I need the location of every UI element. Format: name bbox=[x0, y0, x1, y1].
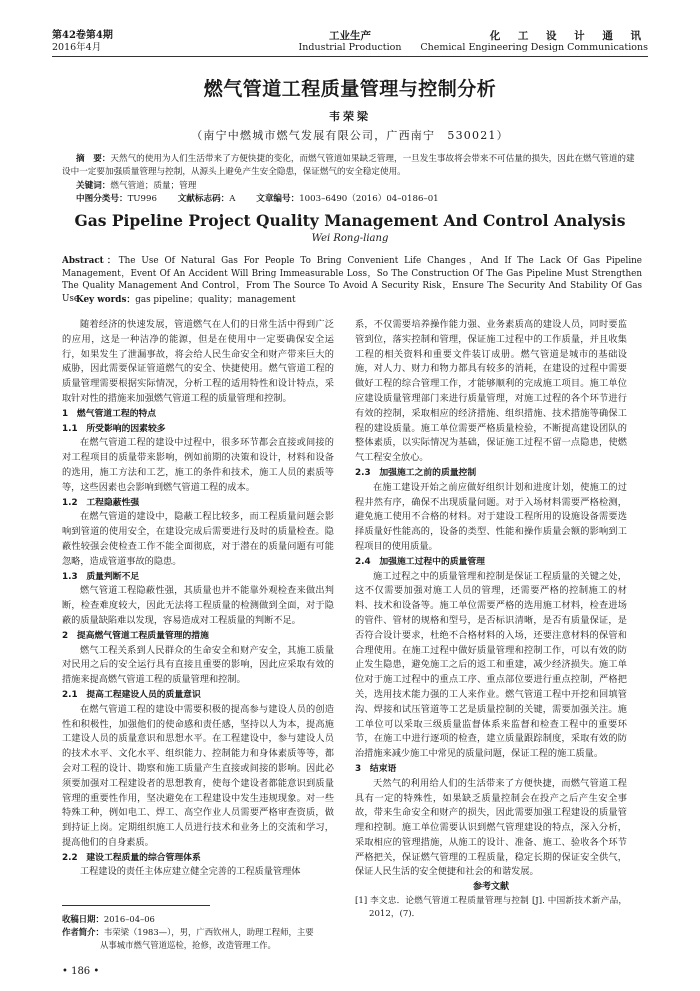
section-1-1-heading: 1.1 所受影响的因素较多 bbox=[62, 423, 166, 434]
section-3-paragraph: 天然气的利用给人们的生活带来了方便快捷，而燃气管道工程具有一定的特殊性，如果缺乏质量控制会在投产之后产生安全事故，带来生命安全和财产的损失，因此需要加强工程建设的质量管理和控制。施工单位需要认识到燃气管理建设的特点，深入分析，采取相应的管理措施，从施工的设计、准备、施工、验收各个环节严格把关，保证燃气管理的工程质量，稳定长期的保证安全供气，保证人民生活的安全便捷和社会的和谐发展。 bbox=[355, 777, 627, 878]
issue-date: 2016年4月 bbox=[52, 42, 102, 53]
reference-1: [1] 李文忠．论燃气管道工程质量管理与控制 [J]. 中国新技术新产品，2012，(7)． bbox=[355, 896, 627, 920]
header-right bbox=[420, 30, 648, 54]
keywords-en-text: gas pipeline；quality；management bbox=[135, 295, 296, 305]
author-cn: 韦荣梁 bbox=[329, 110, 371, 123]
section-1-3-paragraph: 燃气管道工程隐蔽性强，其质量也并不能靠外观检查来做出判断，检查难度较大，因此无法将工程质量的检测做到全面，对于隐蔽的质量缺陷难以发现，容易造成对工程质量的判断不足。 bbox=[62, 585, 334, 626]
header-rule bbox=[52, 56, 648, 57]
clc-label: 中图分类号： bbox=[76, 194, 128, 204]
section-1-1-paragraph: 在燃气管道工程的建设中过程中，很多环节都会直接或间接的对工程项目的质量带来影响，例如前期的决策和设计，材料和设备的选用，施工方法和工艺，施工的条件和技术，施工人员的素质等等，这些因素也会影响到燃气管道工程的成本。 bbox=[62, 437, 334, 493]
volume-issue: 第42卷第4期 bbox=[52, 30, 113, 41]
article-no-value: 1003–6490（2016）04–0186–01 bbox=[299, 194, 439, 204]
keywords-cn-label: 关键词： bbox=[76, 181, 111, 191]
footnote-rule bbox=[62, 905, 210, 906]
section-2-2-paragraph-cont: 系，不仅需要培养操作能力强、业务素质高的建设人员，同时要监管到位，落实控制和管理，保证施工过程中的工作质量，并且收集工程的相关资料和重要文件装订成册。燃气管道是城市的基础设施，对人力、财力和物力都具有较多的消耗，在建设的过程中需要做好工程的综合管理工作，才能够顺利的完成施工项目。施工单位应建设质量管理部门来进行质量管理，对施工过程的各个环节进行有效的控制，采取相应的经济措施、组织措施、技术措施等确保工程的建设质量。施工单位需要严格质量检验，不断提高建设团队的整体素质，以实际情况为基础，保证施工过程不留一点隐患，使燃气工程安全放心。 bbox=[355, 319, 627, 464]
section-1-3-heading: 1.3 质量判断不足 bbox=[62, 571, 140, 582]
intro-paragraph: 随着经济的快速发展，管道燃气在人们的日常生活中得到广泛的应用，这是一种洁净的能源，但是在使用中一定要确保安全运行，如果发生了泄漏事故，将会给人民生命安全和财产带来巨大的威胁，因此需要保证管道燃气的安全、快捷使用。燃气管道工程的质量管理需要根据实际情况，分析工程的适用特性和设计特点，采取针对性的措施来加强燃气管道工程的质量管理和控制。 bbox=[62, 319, 334, 404]
keywords-en bbox=[76, 294, 296, 306]
section-2-heading: 2 提高燃气管道工程质量管理的措施 bbox=[62, 630, 209, 641]
author-en: Wei Rong-liang bbox=[311, 233, 389, 244]
affiliation-cn: （南宁中燃城市燃气发展有限公司，广西南宁 530021） bbox=[191, 129, 509, 142]
section-2-1-paragraph: 在燃气管道工程的建设中需要积极的提高参与建设人员的创造性和积极性，加强他们的使命感和责任感，坚持以人为本，提高施工建设人员的质量意识和思想水平。在工程建设中，参与建设人员的技术水平、文化水平、组织能力、控制能力和身体素质等等，都会对工程的设计、勘察和施工质量产生直接或间接的影响。因此必须要加强对工程建设者的思想教育，使每个建设者都能意识到质量管理的重要性作用，坚决避免在工程建设中发生违规现象。对一些特殊工种，例如电工、焊工、高空作业人员需要严格审查资质，做到持证上岗。定期组织施工人员进行技术和业务上的交流和学习，提高他们的自身素质。 bbox=[62, 703, 334, 848]
journal-en: Industrial Production bbox=[298, 42, 402, 53]
section-2-2-heading: 2.2 建设工程质量的综合管理体系 bbox=[62, 852, 201, 863]
section-2-paragraph: 燃气工程关系到人民群众的生命安全和财产安全，其施工质量对民用之后的安全运行具有直接且重要的影响，因此应采取有效的措施来提高燃气管道工程的质量管理和控制。 bbox=[62, 644, 334, 686]
author-bio-label: 作者简介： bbox=[62, 927, 104, 937]
abstract-cn-text: 天然气的使用为人们生活带来了方便快捷的变化，而燃气管道如果缺乏管理，一旦发生事故将会带来不可估量的损失，因此在燃气管道的建设中一定要加强质量管理与控制，从源头上避免产生安全隐患，保证燃气的安全稳定使用。 bbox=[62, 154, 635, 177]
section-1-2-heading: 1.2 工程隐蔽性强 bbox=[62, 497, 140, 508]
author-bio-line-1: 韦荣梁（1983—），男，广西钦州人，助理工程师，主要 bbox=[103, 927, 314, 937]
abstract-cn-label: 摘 要： bbox=[76, 154, 111, 164]
section-2-4-heading: 2.4 加强施工过程中的质量管理 bbox=[355, 556, 485, 567]
keywords-en-label: Key words： bbox=[76, 295, 136, 305]
section-2-4-paragraph: 施工过程之中的质量管理和控制是保证工程质量的关键之处，这不仅需要加强对施工人员的管理，还需要严格的控制施工的材料、技术和设备等。施工单位需要严格的选用施工材料，检查进场的管件、管材的规格和型号，是否标识清晰，是否有质量保证，是否符合设计要求，杜绝不合格材料的入场，还要注意材料的保管和合理使用。在施工过程中做好质量管理和控制工作，可以有效的防止发生隐患，避免施工之后的返工和重建，减少经济损失。施工单位对于施工过程中的重点工序、重点部位要进行重点控制，严格把关，选用技术能力强的工人来作业。燃气管道工程中开挖和回填管沟、焊接和试压管道等工艺是质量控制的关键，需要加强关注。施工单位可以采取三级质量监督体系来监督和检查工程中的重要环节，在施工中进行逐项的检查，建立质量跟踪制度，采取有效的防治措施来减少施工中常见的质量问题，保证工程的施工质量。 bbox=[355, 570, 627, 760]
page-number: • 186 • bbox=[62, 966, 100, 977]
title-cn: 燃气管道工程质量管理与控制分析 bbox=[203, 78, 497, 100]
section-2-3-heading: 2.3 加强施工之前的质量控制 bbox=[355, 467, 477, 478]
doc-code-label: 文献标志码： bbox=[177, 194, 230, 204]
header-left bbox=[52, 30, 113, 54]
magazine-cn: 化 工 设 计 通 讯 bbox=[489, 30, 648, 42]
section-2-2-paragraph-start: 工程建设的责任主体应建立健全完善的工程质量管理体 bbox=[80, 866, 301, 878]
magazine-en: Chemical Engineering Design Communications bbox=[420, 42, 648, 53]
article-no-label: 文章编号： bbox=[256, 194, 300, 204]
clc-value: TU996 bbox=[127, 194, 157, 204]
references-heading: 参考文献 bbox=[472, 882, 509, 893]
received-date: 2016–04–06 bbox=[103, 914, 155, 924]
abstract-en-text: The Use Of Natural Gas For People To Bring Convenient Life Changes，And If The Lack Of Gas Pipeline Management，Event Of An Accident Will Bring Immeasurable Loss，So The Construction Of The Gas Pipeline Must Strengthen The Quality Management And Control，From The Source To Avoid A Security Risk，Ensure The Security And Stability Of Gas Use. bbox=[62, 256, 643, 304]
received-label: 收稿日期： bbox=[62, 914, 104, 924]
section-3-heading: 3 结束语 bbox=[355, 763, 397, 774]
abstract-en-label: Abstract： bbox=[62, 256, 119, 266]
classification-line bbox=[76, 193, 457, 205]
body-right-column bbox=[355, 318, 627, 921]
section-2-3-paragraph: 在施工建设开始之前应做好组织计划和进度计划，使施工的过程井然有序，确保不出现质量问题。对于入场材料需要严格检测，避免施工使用不合格的材料。对于建设工程所用的设施设备需要选择质量好性能高的，设备的类型、性能和操作质量会额的影响到工程项目的使用质量。 bbox=[355, 481, 627, 552]
section-1-heading: 1 燃气管道工程的特点 bbox=[62, 408, 157, 419]
author-bio-line-2: 从事城市燃气管道巡检，抢修，改造管理工作。 bbox=[100, 940, 276, 950]
keywords-cn-text: 燃气管道；质量；管理 bbox=[110, 181, 197, 191]
body-left-column bbox=[62, 318, 334, 880]
journal-cn: 工业生产 bbox=[329, 30, 371, 42]
abstract-cn bbox=[62, 153, 642, 178]
footnote bbox=[62, 913, 342, 952]
title-en: Gas Pipeline Project Quality Management And Control Analysis bbox=[74, 211, 626, 230]
section-2-1-heading: 2.1 提高工程建设人员的质量意识 bbox=[62, 689, 201, 700]
doc-code-value: A bbox=[229, 194, 236, 204]
section-1-2-paragraph: 在燃气管道的建设中，隐蔽工程比较多，而工程质量问题会影响到管道的使用安全，在建设完成后需要进行及时的质量检查。隐蔽性较强会使检查工作不能全面彻底，对于潜在的质量问题有可能忽略，造成管道事故的隐患。 bbox=[62, 511, 334, 567]
keywords-cn bbox=[76, 180, 196, 192]
